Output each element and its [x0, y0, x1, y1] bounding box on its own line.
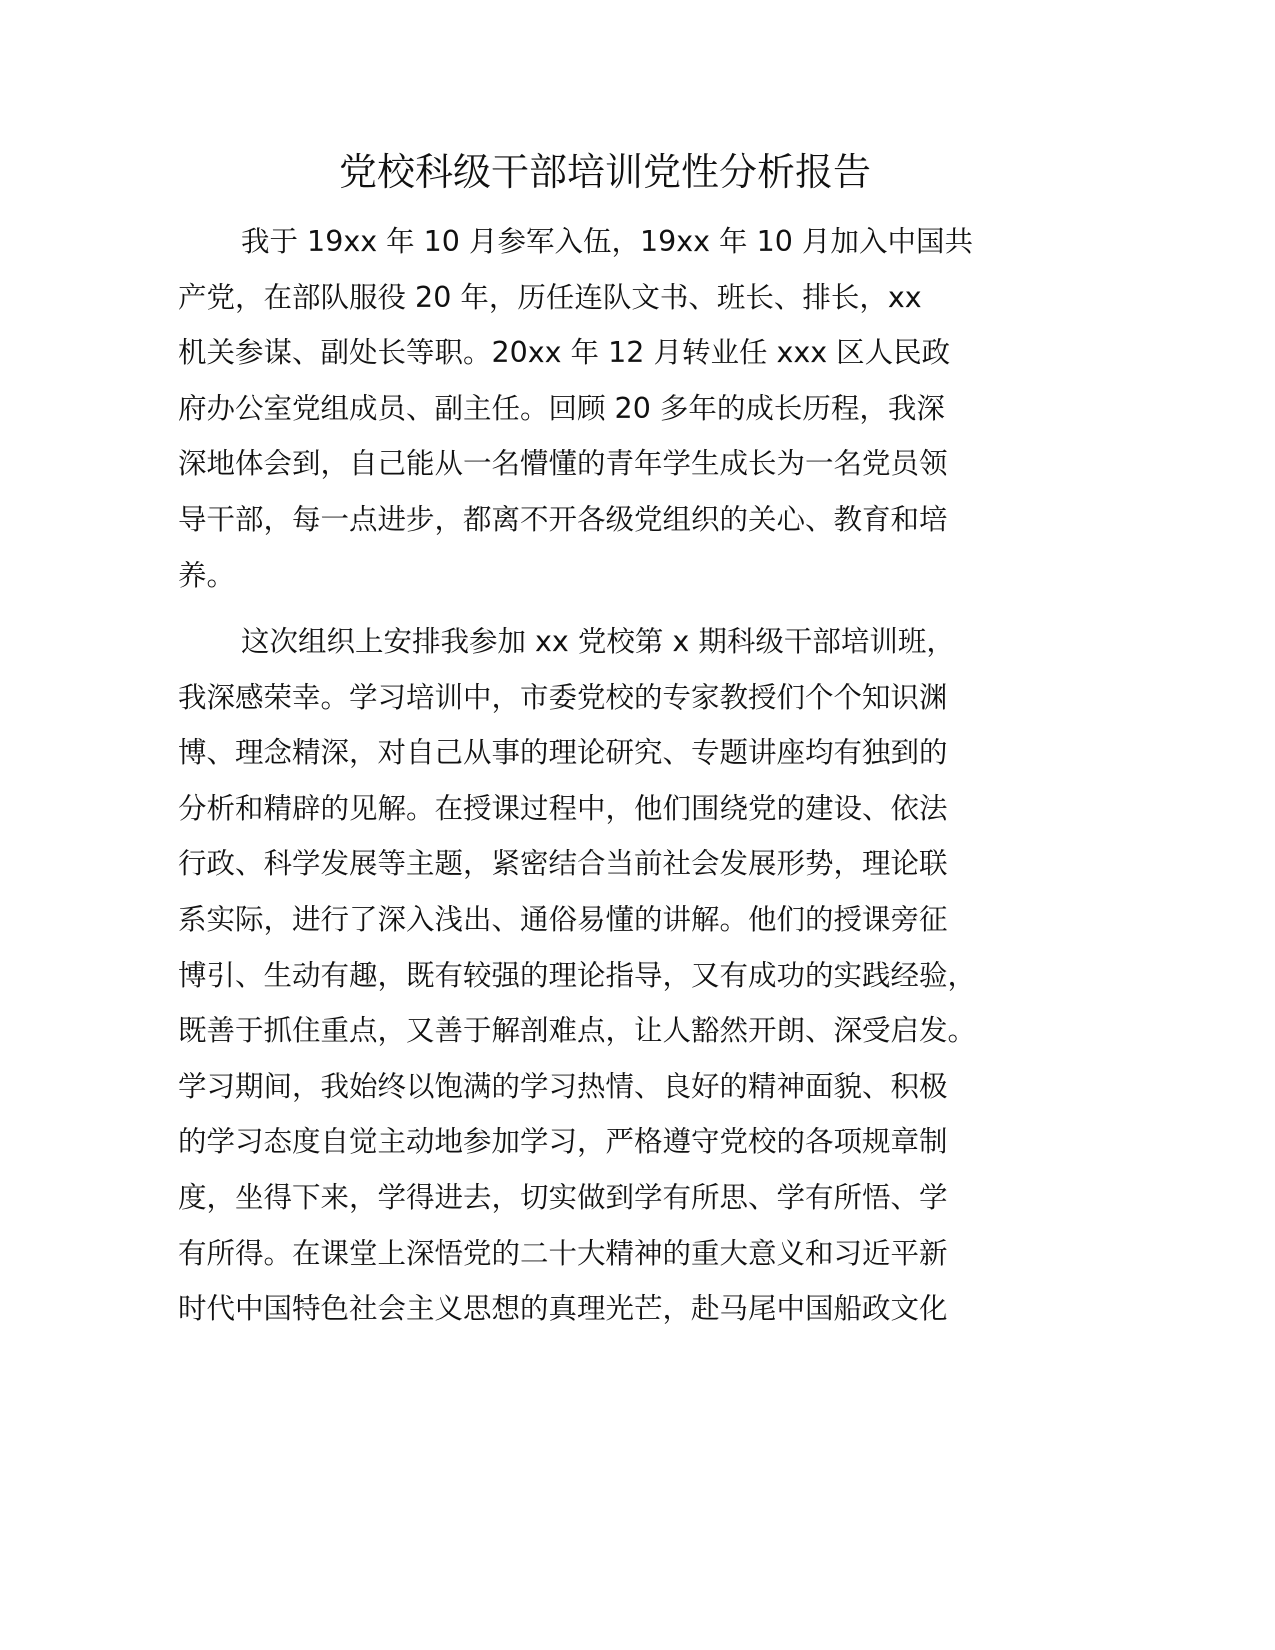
paragraph-line: 系实际，进行了深入浅出、通俗易懂的讲解。他们的授课旁征 [178, 902, 948, 936]
paragraph-line: 博、理念精深，对自己从事的理论研究、专题讲座均有独到的 [178, 736, 948, 770]
paragraph-line: 时代中国特色社会主义思想的真理光芒，赴马尾中国船政文化 [178, 1292, 948, 1326]
paragraph-line: 的学习态度自觉主动地参加学习，严格遵守党校的各项规章制 [178, 1125, 948, 1159]
paragraph-line: 这次组织上安排我参加 xx 党校第 x 期科级干部培训班， [241, 625, 955, 658]
paragraph-line: 博引、生动有趣，既有较强的理论指导，又有成功的实践经验， [178, 958, 977, 992]
paragraph-line: 养。 [178, 558, 236, 592]
paragraph-2 [178, 614, 1058, 1337]
paragraph-line: 有所得。在课堂上深悟党的二十大精神的重大意义和习近平新 [178, 1236, 948, 1270]
paragraph-line: 导干部，每一点进步，都离不开各级党组织的关心、教育和培 [178, 502, 948, 536]
paragraph-line: 我于 19xx 年 10 月参军入伍，19xx 年 10 月加入中国共 [241, 225, 973, 258]
paragraph-line: 度，坐得下来，学得进去，切实做到学有所思、学有所悟、学 [178, 1180, 948, 1214]
paragraph-line: 府办公室党组成员、副主任。回顾 20 多年的成长历程，我深 [178, 391, 945, 425]
paragraph-line: 机关参谋、副处长等职。20xx 年 12 月转业任 xxx 区人民政 [178, 336, 951, 370]
paragraph-line: 我深感荣幸。学习培训中，市委党校的专家教授们个个知识渊 [178, 680, 948, 714]
paragraph-line: 行政、科学发展等主题，紧密结合当前社会发展形势，理论联 [178, 847, 948, 881]
paragraph-1 [178, 214, 1058, 603]
paragraph-line: 产党，在部队服役 20 年，历任连队文书、班长、排长，xx [178, 280, 922, 314]
paragraph-line: 学习期间，我始终以饱满的学习热情、良好的精神面貌、积极 [178, 1069, 948, 1103]
paragraph-line: 既善于抓住重点，又善于解剖难点，让人豁然开朗、深受启发。 [178, 1014, 977, 1048]
document-title: 党校科级干部培训党性分析报告 [338, 150, 871, 194]
paragraph-line: 深地体会到，自己能从一名懵懂的青年学生成长为一名党员领 [178, 447, 948, 481]
paragraph-line: 分析和精辟的见解。在授课过程中，他们围绕党的建设、依法 [178, 791, 948, 825]
